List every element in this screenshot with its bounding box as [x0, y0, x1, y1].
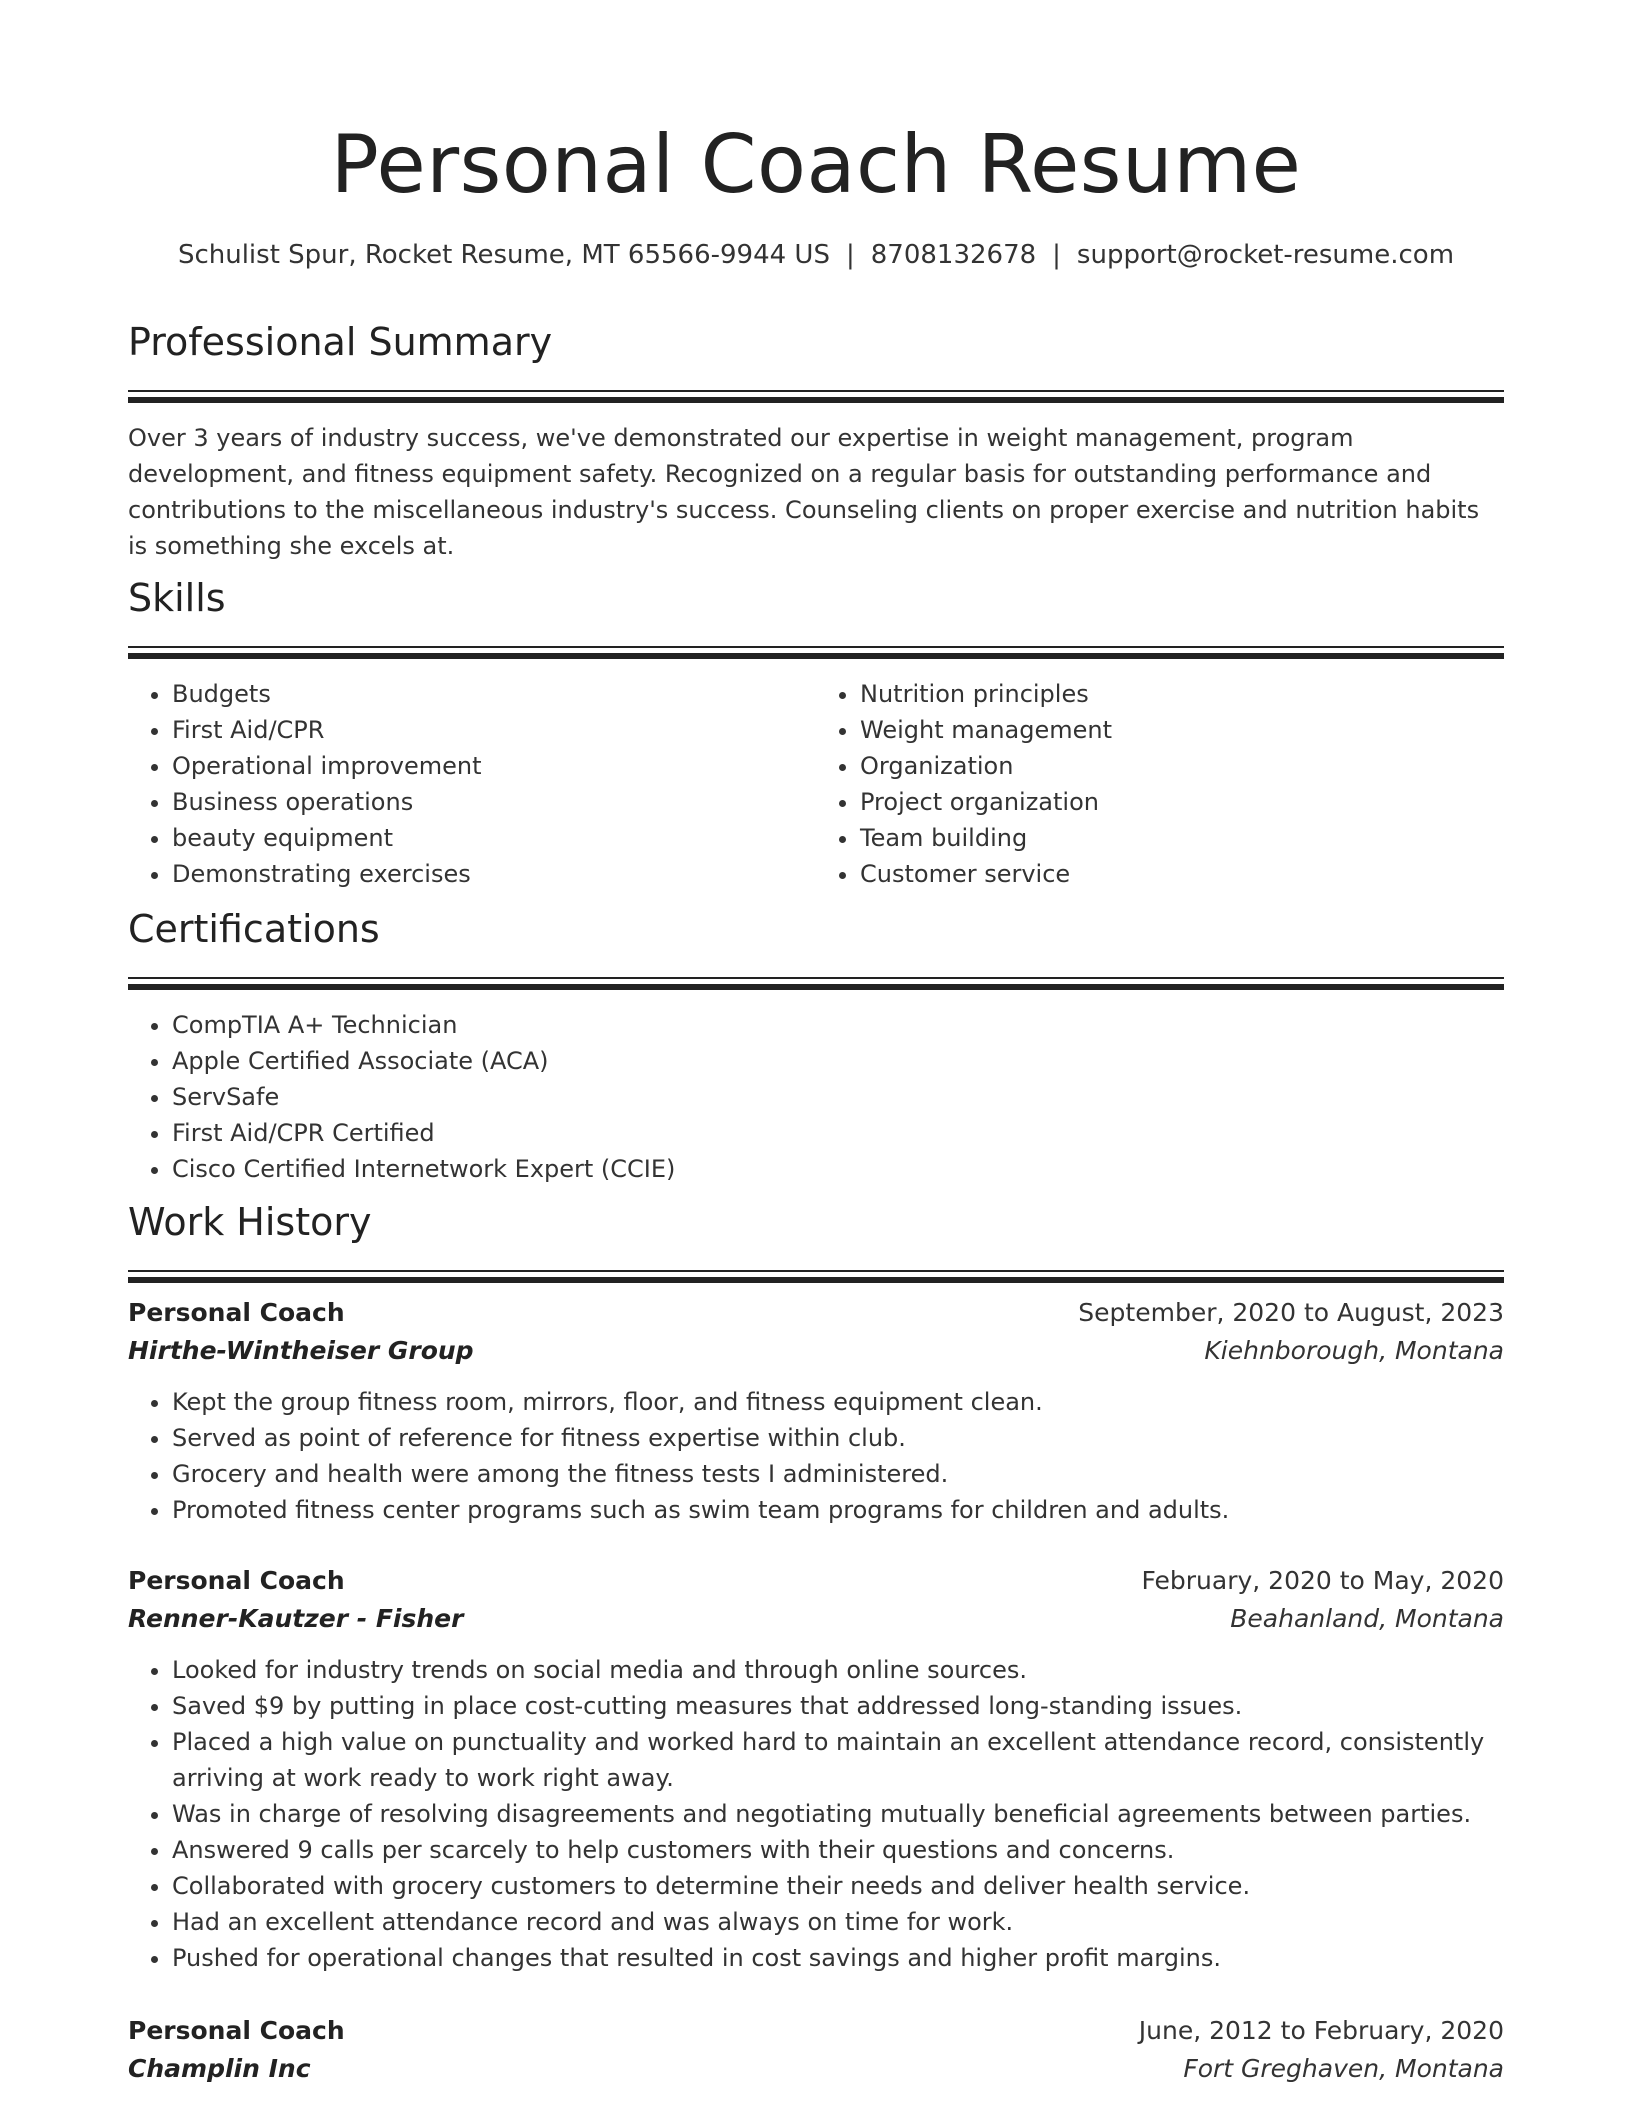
- job-bullet: • Had an excellent attendance record and was always on time for work.: [172, 1904, 1504, 1940]
- skills-columns: [128, 660, 1504, 892]
- certification-item: • Cisco Certified Internetwork Expert (CCIE): [172, 1151, 1504, 1187]
- certification-item: • Apple Certified Associate (ACA): [172, 1043, 1504, 1079]
- section-heading: Certifications: [128, 907, 380, 951]
- job-title: Personal Coach: [128, 1298, 345, 1327]
- job-company: Hirthe-Wintheiser Group: [128, 1336, 474, 1365]
- skills-list-right: [812, 676, 1500, 892]
- section-divider: [128, 646, 1504, 660]
- job-bullet: • Saved $9 by putting in place cost-cutting measures that addressed long-standing issues.: [172, 1688, 1504, 1724]
- job-bullet: • Kept the group fitness room, mirrors, floor, and fitness equipment clean.: [172, 1384, 1504, 1420]
- job-dates: September, 2020 to August, 2023: [1078, 1298, 1504, 1327]
- contact-address: Schulist Spur, Rocket Resume, MT 65566-9944 US: [177, 240, 830, 270]
- contact-phone: 8708132678: [870, 240, 1037, 270]
- job-location: Fort Greghaven, Montana: [1183, 2054, 1504, 2083]
- skill-item: • Project organization: [860, 784, 1500, 820]
- skill-item: • Customer service: [860, 856, 1500, 892]
- section-heading: Work History: [128, 1200, 372, 1244]
- skill-item: • Organization: [860, 748, 1500, 784]
- job-bullet: • Served as point of reference for fitness expertise within club.: [172, 1420, 1504, 1456]
- certification-item: • ServSafe: [172, 1079, 1504, 1115]
- job-bullet: • Answered 9 calls per scarcely to help customers with their questions and concerns.: [172, 1832, 1504, 1868]
- skill-item: • Weight management: [860, 712, 1500, 748]
- section-divider: [128, 390, 1504, 404]
- contact-line: [0, 240, 1632, 270]
- job-company: Champlin Inc: [128, 2054, 311, 2083]
- skill-item: • Operational improvement: [172, 748, 816, 784]
- certification-item: • CompTIA A+ Technician: [172, 1007, 1504, 1043]
- section-divider: [128, 977, 1504, 991]
- section-divider: [128, 1270, 1504, 1284]
- job-bullets: [128, 1384, 1504, 1528]
- job-bullets: [128, 1652, 1504, 1976]
- contact-separator: |: [845, 240, 855, 270]
- skill-item: • First Aid/CPR: [172, 712, 816, 748]
- skills-section: [128, 570, 1504, 892]
- skills-list-left: [128, 676, 816, 892]
- skill-item: • Business operations: [172, 784, 816, 820]
- section-heading: Skills: [128, 576, 226, 620]
- job-title: Personal Coach: [128, 1566, 345, 1595]
- job-entry: [128, 2012, 1504, 2088]
- job-bullet: • Placed a high value on punctuality and worked hard to maintain an excellent attendance record, consistently arriving at work ready to work right away.: [172, 1724, 1504, 1796]
- job-entry: [128, 1562, 1504, 1976]
- job-bullet: • Grocery and health were among the fitness tests I administered.: [172, 1456, 1504, 1492]
- contact-separator: |: [1052, 240, 1061, 270]
- skill-item: • Team building: [860, 820, 1500, 856]
- certifications-section: [128, 901, 1504, 1187]
- job-bullet: • Collaborated with grocery customers to determine their needs and deliver health service.: [172, 1868, 1504, 1904]
- job-bullet: • Pushed for operational changes that resulted in cost savings and higher profit margins.: [172, 1940, 1504, 1976]
- contact-email: support@rocket-resume.com: [1076, 240, 1455, 270]
- skill-item: • Demonstrating exercises: [172, 856, 816, 892]
- job-dates: June, 2012 to February, 2020: [1138, 2016, 1504, 2045]
- job-dates: February, 2020 to May, 2020: [1141, 1566, 1504, 1595]
- job-bullet: • Looked for industry trends on social media and through online sources.: [172, 1652, 1504, 1688]
- job-company: Renner-Kautzer - Fisher: [128, 1604, 464, 1633]
- certification-item: • First Aid/CPR Certified: [172, 1115, 1504, 1151]
- summary-section: [128, 314, 1504, 564]
- resume-title: Personal Coach Resume: [330, 118, 1302, 211]
- certifications-list: [128, 1007, 1504, 1187]
- job-location: Beahanland, Montana: [1230, 1604, 1504, 1633]
- job-location: Kiehnborough, Montana: [1204, 1336, 1504, 1365]
- skill-item: • Nutrition principles: [860, 676, 1500, 712]
- section-heading: Professional Summary: [128, 320, 553, 364]
- summary-text: Over 3 years of industry success, we've demonstrated our expertise in weight management, program development, and fitness equipment safety. Recognized on a regular basis for outstanding performance and contributions to the miscellaneous industry's success. Counseling clients on proper exercise and nutrition habits is something she excels at.: [128, 424, 1480, 560]
- job-bullet: • Was in charge of resolving disagreements and negotiating mutually beneficial agreements between parties.: [172, 1796, 1504, 1832]
- job-title: Personal Coach: [128, 2016, 345, 2045]
- skill-item: • Budgets: [172, 676, 816, 712]
- job-bullet: • Promoted fitness center programs such as swim team programs for children and adults.: [172, 1492, 1504, 1528]
- skill-item: • beauty equipment: [172, 820, 816, 856]
- job-entry: [128, 1294, 1504, 1528]
- work-history-section: [128, 1194, 1504, 1284]
